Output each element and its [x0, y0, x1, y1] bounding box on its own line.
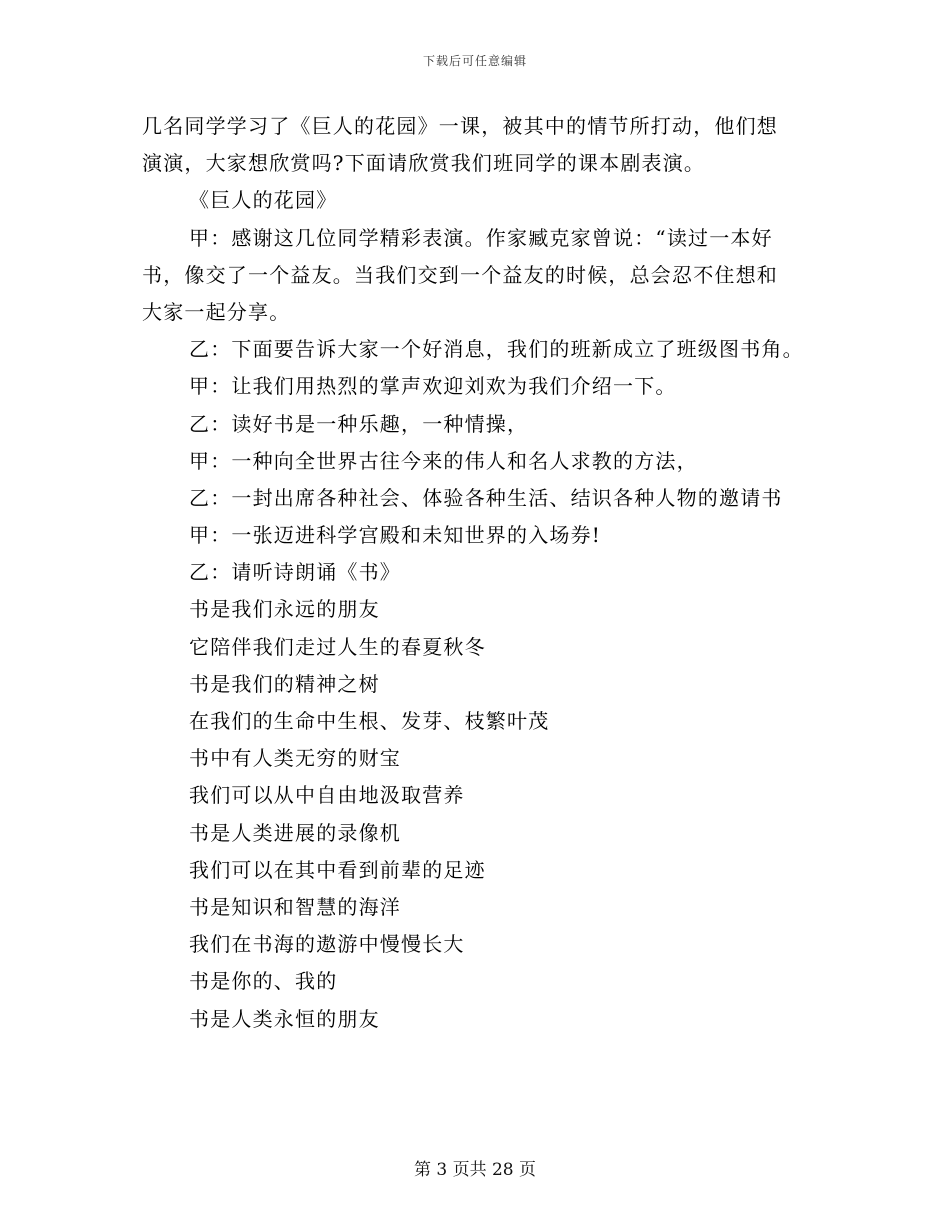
dialogue-line: 乙：一封出席各种社会、体验各种生活、结识各种人物的邀请书 [189, 485, 783, 510]
paragraph-line: 大家一起分享。 [142, 299, 291, 324]
poem-line: 书是人类进展的录像机 [189, 820, 401, 845]
play-title-line: 《巨人的花园》 [189, 188, 338, 213]
dialogue-line: 乙：请听诗朗诵《书》 [189, 560, 401, 585]
dialogue-line: 乙：读好书是一种乐趣，一种情操， [189, 411, 529, 436]
document-body [142, 108, 832, 1038]
poem-line: 我们在书海的遨游中慢慢长大 [189, 932, 465, 957]
paragraph-line: 书，像交了一个益友。当我们交到一个益友的时候，总会忍不住想和 [142, 262, 778, 287]
paragraph-line: 几名同学学习了《巨人的花园》一课，被其中的情节所打动，他们想 [142, 114, 778, 138]
dialogue-line: 甲：一张迈进科学宫殿和未知世界的入场券! [189, 523, 602, 548]
paragraph-line: 甲：感谢这几位同学精彩表演。作家臧克家曾说：“读过一本好 [189, 225, 773, 250]
poem-line: 它陪伴我们走过人生的春夏秋冬 [189, 634, 486, 659]
poem-line: 书是我们永远的朋友 [189, 597, 380, 622]
page-footer: 第 3 页共 28 页 [413, 1160, 537, 1180]
poem-line: 书中有人类无穷的财宝 [189, 746, 401, 771]
poem-line: 书是知识和智慧的海洋 [189, 894, 401, 919]
page-header: 下载后可任意编辑 [422, 54, 527, 68]
poem-line: 书是人类永恒的朋友 [189, 1006, 380, 1031]
poem-line: 在我们的生命中生根、发芽、枝繁叶茂 [189, 709, 550, 733]
poem-line: 我们可以在其中看到前辈的足迹 [189, 857, 486, 882]
dialogue-line: 乙：下面要告诉大家一个好消息，我们的班新成立了班级图书角。 [189, 337, 804, 362]
paragraph-line: 演演，大家想欣赏吗?下面请欣赏我们班同学的课本剧表演。 [142, 151, 706, 176]
dialogue-line: 甲：一种向全世界古往今来的伟人和名人求教的方法， [189, 448, 698, 473]
poem-line: 书是我们的精神之树 [189, 671, 380, 696]
dialogue-line: 甲：让我们用热烈的掌声欢迎刘欢为我们介绍一下。 [189, 374, 677, 399]
poem-line: 我们可以从中自由地汲取营养 [189, 783, 465, 808]
poem-line: 书是你的、我的 [189, 969, 338, 994]
